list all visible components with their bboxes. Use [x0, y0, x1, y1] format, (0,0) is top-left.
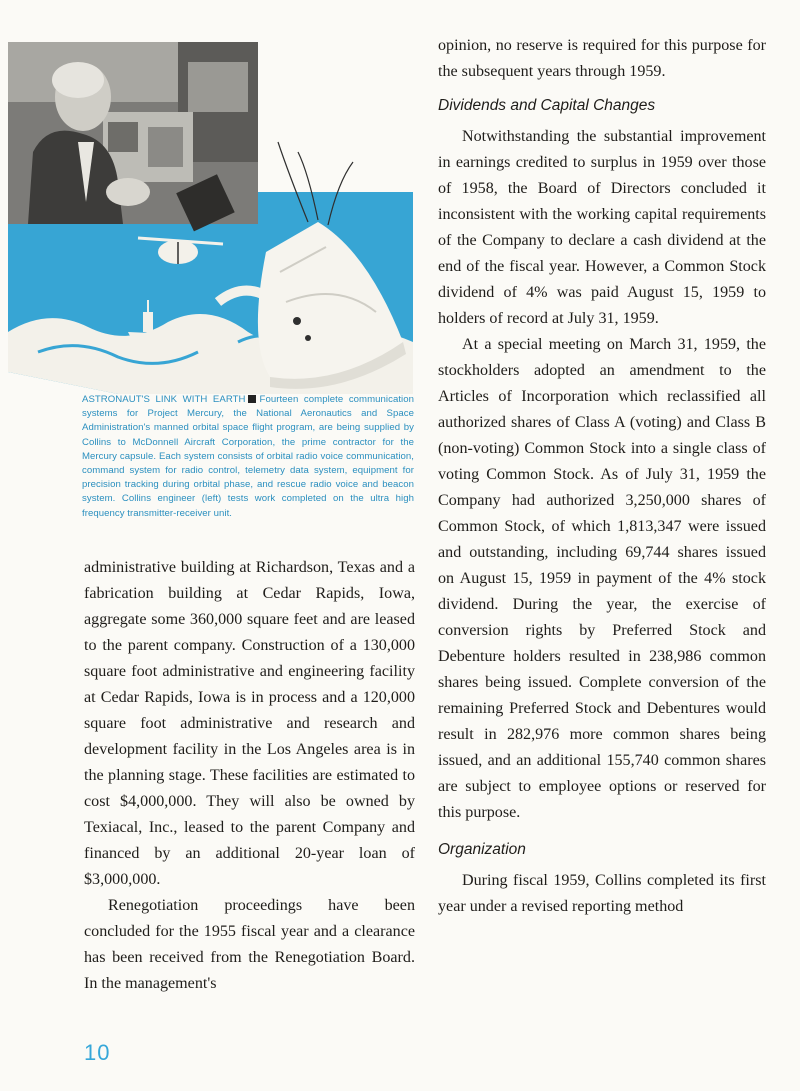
page-number: 10	[84, 1040, 111, 1065]
section-heading-dividends: Dividends and Capital Changes	[438, 97, 656, 114]
section-heading-organization: Organization	[438, 841, 526, 858]
right-paragraph-2: At a special meeting on March 31, 1959, the stockholders adopted an amendment to the Articles of Incorporation which reclassified all authorized shares of Class A (voting) and Class B (non-voting) Common Stock into a single class of voting Common Stock. As of July 31, 1959 the Company had authorized 3,250,000 shares of Common Stock, of which 1,813,347 were issued and outstanding, including 69,744 shares issued on August 15, 1959 in payment of the 4% stock dividend. During the year, the exercise of conversion rights by Preferred Stock and Debenture holders resulted in 238,986 common shares being issued. Complete conversion of the remaining Preferred Stock and Debentures would result in 282,976 more common shares being issued, and an additional 155,740 common shares are subject to employee options or reserved for this purpose.	[438, 336, 766, 821]
right-paragraph-0: opinion, no reserve is required for this purpose for the subsequent years through 1959.	[438, 37, 766, 80]
caption-lead: ASTRONAUT'S LINK WITH EARTH	[82, 394, 246, 405]
right-paragraph-1: Notwithstanding the substantial improvement in earnings credited to surplus in 1959 over those of 1958, the Board of Directors concluded it inconsistent with the working capital requirements of the Company to declare a cash dividend at the end of the fiscal year. However, a Common Stock dividend of 4% was paid August 15, 1959 to holders of record at July 31, 1959.	[438, 128, 766, 327]
right-column	[438, 33, 766, 920]
left-paragraph-2: Renegotiation proceedings have been concluded for the 1955 fiscal year and a clearance has been received from the Renegotiation Board. In the management's	[84, 897, 415, 992]
photo-caption	[82, 393, 414, 521]
caption-text: Fourteen complete communication systems for Project Mercury, the National Aeronautics and Space Administration's manned orbital space flight program, are being supplied by Collins to McDonnell Aircraft Corporation, the prime contractor for the Mercury capsule. Each system consists of orbital radio voice communication, command system for radio control, telemetry data system, equipment for precision tracking during orbital phase, and rescue radio voice and beacon system. Collins engineer (left) tests work completed on the ultra high frequency transmitter-receiver unit.	[82, 394, 414, 519]
photo-art	[8, 42, 413, 394]
right-paragraph-3: During fiscal 1959, Collins completed its first year under a revised reporting method	[438, 872, 766, 915]
caption-square-icon	[248, 395, 256, 403]
left-column	[84, 555, 415, 997]
mercury-illustration	[8, 42, 413, 394]
left-paragraph-1: administrative building at Richardson, Texas and a fabrication building at Cedar Rapids, Iowa, aggregate some 360,000 square feet and are leased to the parent company. Construction of a 130,000 square foot administrative and engineering facility at Cedar Rapids, Iowa is in process and a 120,000 square foot administrative and research and development facility in the Los Angeles area is in the planning stage. These facilities are estimated to cost $4,000,000. They will also be owned by Texiacal, Inc., leased to the parent Company and financed by an additional 20-year loan of $3,000,000.	[84, 559, 415, 888]
